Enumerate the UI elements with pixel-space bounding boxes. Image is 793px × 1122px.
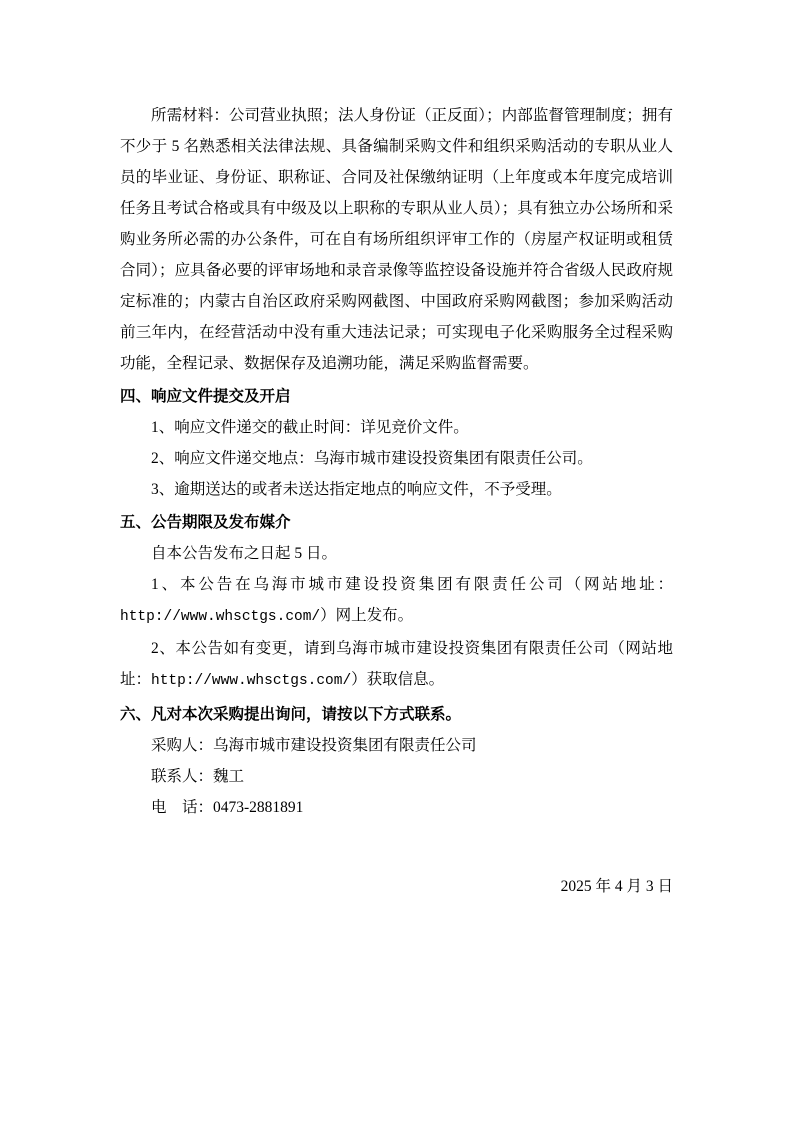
section5-item2-text: 2、本公告如有变更，请到乌海市城市建设投资集团有限责任公司（网站地址： xyxy=(120,640,673,688)
contact-person-line: 联系人：魏工 xyxy=(151,768,245,785)
section4-item-2: 2、响应文件递交地点：乌海市城市建设投资集团有限责任公司。 xyxy=(151,450,593,467)
section4-item-1: 1、响应文件递交的截止时间：详见竞价文件。 xyxy=(151,419,469,436)
website-url: http://www.whsctgs.com/ xyxy=(120,609,321,625)
website-url: http://www.whsctgs.com/ xyxy=(151,673,352,689)
section5-item1-tail: ）网上发布。 xyxy=(320,607,414,624)
section6-heading: 六、凡对本次采购提出询问，请按以下方式联系。 xyxy=(120,706,462,723)
section5-item-1 xyxy=(120,569,673,633)
section5-item-2 xyxy=(120,633,673,697)
materials-paragraph: 所需材料：公司营业执照；法人身份证（正反面）；内部监督管理制度；拥有不少于 5 名熟悉相关法律法规、具备编制采购文件和组织采购活动的专职从业人员的毕业证、身份证、职称证、合同及社保缴纳证明（上年度或本年度完成培训任务且考试合格或具有中级及以上职称的专职从业人员）；具有独立办公场所和采购业务所必需的办公条件，可在自有场所组织评审工作的（房屋产权证明或租赁合同）；应具备必要的评审场地和录音录像等监控设备设施并符合省级人民政府规定标准的；内蒙古自治区政府采购网截图、中国政府采购网截图；参加采购活动前三年内，在经营活动中没有重大违法记录；可实现电子化采购服务全过程采购功能，全程记录、数据保存及追溯功能，满足采购监督需要。 xyxy=(120,107,673,372)
phone-line: 电 话：0473-2881891 xyxy=(151,799,304,816)
purchaser-line: 采购人：乌海市城市建设投资集团有限责任公司 xyxy=(151,737,477,754)
section5-item2-tail: ）获取信息。 xyxy=(351,671,445,688)
section4-heading: 四、响应文件提交及开启 xyxy=(120,388,291,405)
section4-item-3: 3、逾期送达的或者未送达指定地点的响应文件，不予受理。 xyxy=(151,481,562,498)
announcement-date: 2025 年 4 月 3 日 xyxy=(560,878,673,895)
section5-duration: 自本公告发布之日起 5 日。 xyxy=(151,545,338,562)
section5-item1-text: 1、本公告在乌海市城市建设投资集团有限责任公司（网站地址： xyxy=(151,576,673,593)
section5-heading: 五、公告期限及发布媒介 xyxy=(120,514,291,531)
